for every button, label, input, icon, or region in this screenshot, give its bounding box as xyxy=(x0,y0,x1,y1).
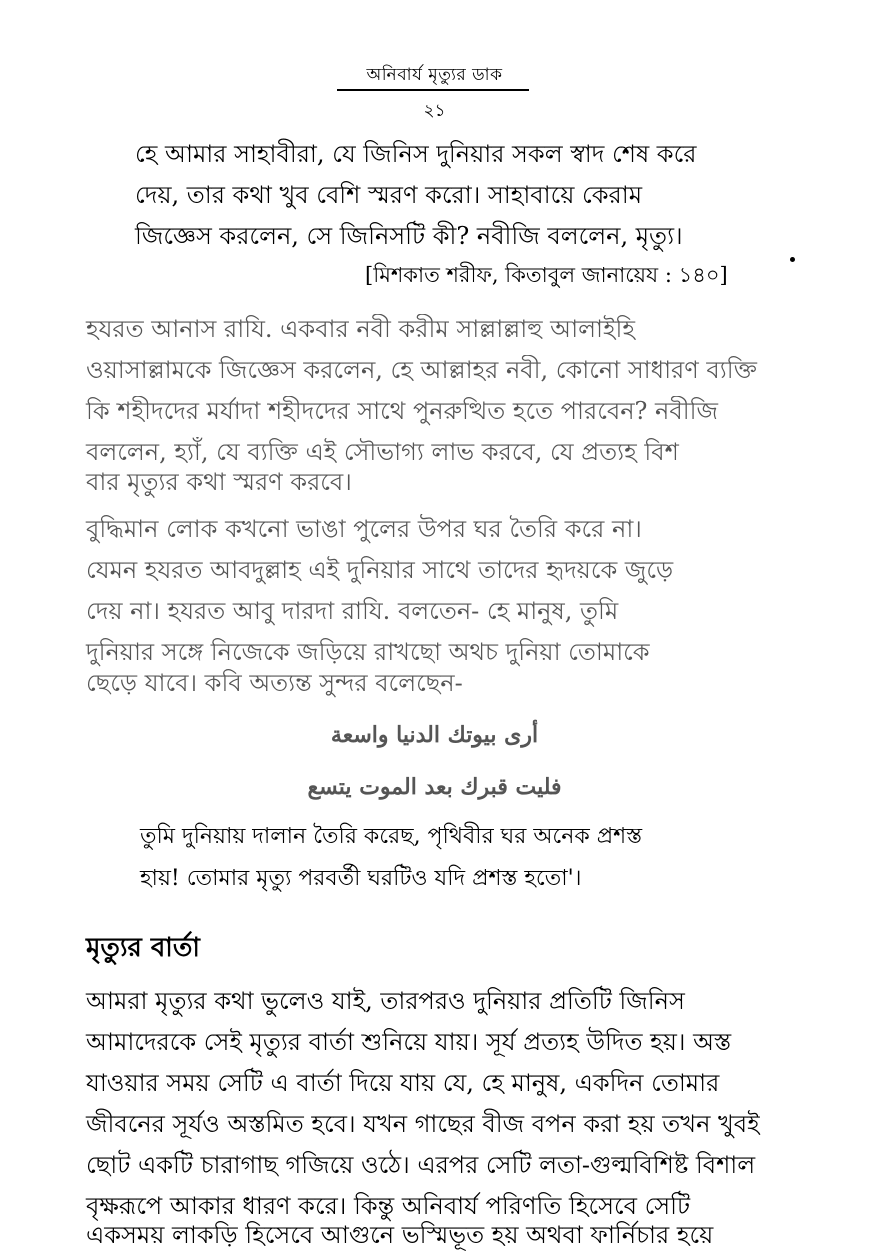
section-heading: মৃত্যুর বার্তা xyxy=(86,933,200,963)
para1-line-1: হে আমার সাহাবীরা, যে জিনিস দুনিয়ার সকল স্বাদ শেষ করে xyxy=(135,140,697,168)
para3-line-1: বুদ্ধিমান লোক কখনো ভাঙা পুলের উপর ঘর তৈরি করে না। xyxy=(86,515,642,543)
poem-bangla-line-2: হায়! তোমার মৃত্যু পরবর্তী ঘরটিও যদি প্রশস্ত হতো'। xyxy=(140,866,582,891)
poem-arabic-line-2: فليت قبرك بعد الموت يتسع xyxy=(307,774,562,800)
stray-mark xyxy=(790,257,795,262)
para2-line-3: কি শহীদদের মর্যাদা শহীদদের সাথে পুনরুত্থিত হতে পারবেন? নবীজি xyxy=(86,397,718,425)
para3-line-3: দেয় না। হযরত আবু দারদা রাযি. বলতেন- হে মানুষ, তুমি xyxy=(86,597,619,625)
header-rule xyxy=(337,89,529,91)
section-line-1: আমরা মৃত্যুর কথা ভুলেও যাই, তারপরও দুনিয়ার প্রতিটি জিনিস xyxy=(86,987,685,1015)
para3-line-4: দুনিয়ার সঙ্গে নিজেকে জড়িয়ে রাখছো অথচ দুনিয়া তোমাকে xyxy=(86,638,650,666)
page-number: ২১ xyxy=(423,101,446,121)
para2-line-1: হযরত আনাস রাযি. একবার নবী করীম সাল্লাল্লাহু আলাইহি xyxy=(86,315,635,343)
section-line-3: যাওয়ার সময় সেটি এ বার্তা দিয়ে যায় যে, হে মানুষ, একদিন তোমার xyxy=(86,1069,720,1097)
para2-line-4: বললেন, হ্যাঁ, যে ব্যক্তি এই সৌভাগ্য লাভ করবে, যে প্রত্যহ বিশ xyxy=(86,438,679,466)
para3-line-5: ছেড়ে যাবে। কবি অত্যন্ত সুন্দর বলেছেন- xyxy=(86,669,463,697)
poem-bangla-line-1: তুমি দুনিয়ায় দালান তৈরি করেছ, পৃথিবীর ঘর অনেক প্রশস্ত xyxy=(140,824,643,849)
para1-line-2: দেয়, তার কথা খুব বেশি স্মরণ করো। সাহাবায়ে কেরাম xyxy=(135,181,643,209)
para2-line-2: ওয়াসাল্লামকে জিজ্ঞেস করলেন, হে আল্লাহর নবী, কোনো সাধারণ ব্যক্তি xyxy=(86,356,757,384)
citation: [মিশকাত শরীফ, কিতাবুল জানায়েয : ১৪০] xyxy=(365,263,728,287)
section-line-4: জীবনের সূর্যও অস্তমিত হবে। যখন গাছের বীজ বপন করা হয় তখন খুবই xyxy=(86,1110,760,1138)
section-line-7: একসময় লাকড়ি হিসেবে আগুনে ভস্মিভূত হয় অথবা ফার্নিচার হয়ে xyxy=(86,1221,714,1249)
running-header-title: অনিবার্য মৃত্যুর ডাক xyxy=(366,65,503,85)
section-line-2: আমাদেরকে সেই মৃত্যুর বার্তা শুনিয়ে যায়। সূর্য প্রত্যহ উদিত হয়। অস্ত xyxy=(86,1028,732,1056)
poem-arabic-line-1: أرى بيوتك الدنيا واسعة xyxy=(330,722,539,748)
para1-line-3: জিজ্ঞেস করলেন, সে জিনিসটি কী? নবীজি বললেন, মৃত্যু। xyxy=(135,222,683,250)
para2-line-5: বার মৃত্যুর কথা স্মরণ করবে। xyxy=(86,468,352,496)
section-line-6: বৃক্ষরূপে আকার ধারণ করে। কিন্তু অনিবার্য পরিণতি হিসেবে সেটি xyxy=(86,1192,691,1220)
para3-line-2: যেমন হযরত আবদুল্লাহ এই দুনিয়ার সাথে তাদের হৃদয়কে জুড়ে xyxy=(86,556,674,584)
section-line-5: ছোট একটি চারাগাছ গজিয়ে ওঠে। এরপর সেটি লতা-গুল্মবিশিষ্ট বিশাল xyxy=(86,1151,756,1179)
